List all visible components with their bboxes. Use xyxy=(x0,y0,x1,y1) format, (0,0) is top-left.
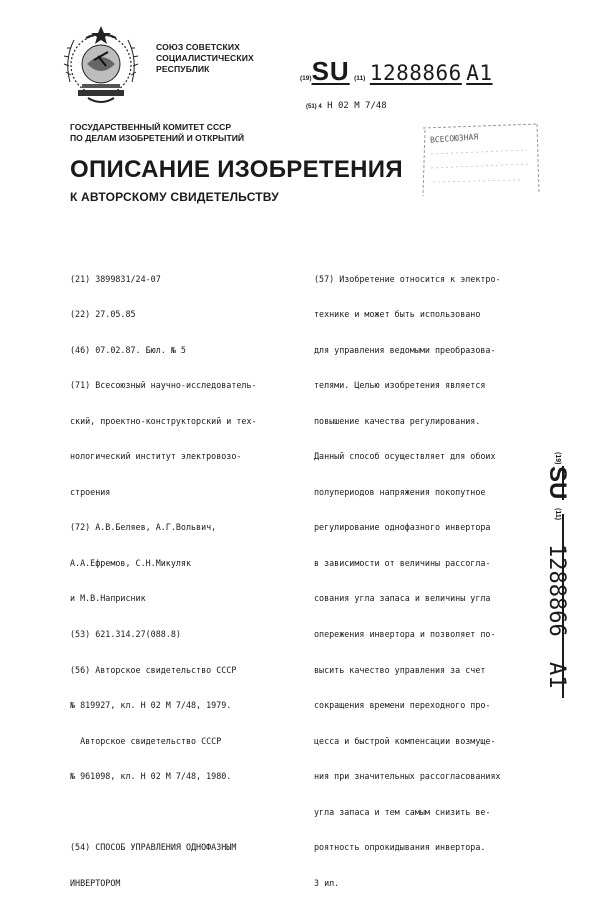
abstract-line: Данный способ осуществляет для обоих xyxy=(314,451,496,462)
biblio-line: и М.В.Наприсник xyxy=(70,593,146,604)
biblio-line: ский, проектно-конструкторский и тех- xyxy=(70,415,257,426)
number-code: (11) xyxy=(354,75,366,82)
abstract-line: технике и может быть использовано xyxy=(314,309,481,320)
state-name-line: СОЮЗ СОВЕТСКИХ xyxy=(156,42,240,52)
abstract-line: ния при значительных рассогласованиях xyxy=(314,771,501,782)
patent-identifier xyxy=(300,56,493,87)
abstract-line: угла запаса и тем самым снизить ве- xyxy=(314,806,491,817)
committee-line: ПО ДЕЛАМ ИЗОБРЕТЕНИЙ И ОТКРЫТИЙ xyxy=(70,133,245,143)
bibliographic-data xyxy=(70,250,257,901)
abstract-line: в зависимости от величины рассогла- xyxy=(314,557,491,568)
patent-kind: A1 xyxy=(466,61,493,85)
abstract-line: сования угла запаса и величины угла xyxy=(314,593,491,604)
side-country: SU xyxy=(544,466,571,500)
document-title: ОПИСАНИЕ ИЗОБРЕТЕНИЯ xyxy=(70,156,403,183)
side-patent-kind: A1 xyxy=(544,662,569,689)
library-stamp xyxy=(417,120,543,200)
biblio-line: (53) 621.314.27(088.8) xyxy=(70,629,181,639)
document-subtitle: К АВТОРСКОМУ СВИДЕТЕЛЬСТВУ xyxy=(70,190,279,204)
side-patent-label xyxy=(544,452,582,710)
biblio-line: (71) Всесоюзный научно-исследователь- xyxy=(70,380,257,391)
abstract-line: высить качество управления за счет xyxy=(314,664,486,675)
abstract-line: цесса и быстрой компенсации возмуще- xyxy=(314,735,496,746)
biblio-line: (21) 3899831/24-07 xyxy=(70,273,161,284)
state-name xyxy=(156,42,254,75)
ipc-value: Н 02 М 7/48 xyxy=(327,101,387,111)
biblio-line: № 819927, кл. Н 02 М 7/48, 1979. xyxy=(70,700,232,711)
ipc-classification xyxy=(306,101,387,111)
abstract-line: для управления ведомыми преобразова- xyxy=(314,344,496,355)
biblio-line: (22) 27.05.85 xyxy=(70,309,136,320)
abstract-line: 3 ил. xyxy=(314,877,340,888)
abstract-line: опережения инвертора и позволяет по- xyxy=(314,629,496,639)
ussr-emblem-icon xyxy=(58,20,144,106)
abstract-line: регулирование однофазного инвертора xyxy=(314,522,491,533)
biblio-line: (72) А.В.Беляев, А.Г.Вольвич, xyxy=(70,522,217,533)
side-country-code: (19) xyxy=(554,452,561,465)
biblio-line: (54) СПОСОБ УПРАВЛЕНИЯ ОДНОФАЗНЫМ xyxy=(70,842,237,853)
side-number-code: (11) xyxy=(554,508,561,521)
state-name-line: СОЦИАЛИСТИЧЕСКИХ xyxy=(156,53,254,63)
abstract-line: повышение качества регулирования. xyxy=(314,415,481,426)
side-patent-number: 1288866 xyxy=(544,544,569,637)
biblio-line: № 961098, кл. Н 02 М 7/48, 1980. xyxy=(70,771,232,782)
country: SU xyxy=(311,56,350,86)
abstract-line: полупериодов напряжения покопутное xyxy=(314,486,486,497)
state-name-line: РЕСПУБЛИК xyxy=(156,64,210,74)
biblio-line: строения xyxy=(70,486,111,497)
ipc-code: (51) 4 xyxy=(306,104,322,110)
abstract-line: сокращения времени переходного про- xyxy=(314,700,491,711)
biblio-line: Авторское свидетельство СССР xyxy=(70,735,222,746)
biblio-line: (56) Авторское свидетельство СССР xyxy=(70,664,237,675)
abstract-line: роятность опрокидывания инвертора. xyxy=(314,842,486,853)
country-code: (19) xyxy=(300,75,312,82)
patent-number: 1288866 xyxy=(369,61,462,85)
biblio-line: (46) 07.02.87. Бюл. № 5 xyxy=(70,344,186,355)
abstract-line: телями. Целью изобретения является xyxy=(314,380,486,391)
abstract xyxy=(314,250,501,901)
biblio-line xyxy=(70,807,257,819)
biblio-line: нологический институт электровозо- xyxy=(70,451,242,462)
stamp-text: ВСЕСОЮЗНАЯ xyxy=(429,132,479,145)
biblio-line: ИНВЕРТОРОМ xyxy=(70,877,121,888)
biblio-line: А.А.Ефремов, С.Н.Микуляк xyxy=(70,557,192,568)
committee-line: ГОСУДАРСТВЕННЫЙ КОМИТЕТ СССР xyxy=(70,122,232,132)
committee xyxy=(70,122,244,144)
abstract-line: (57) Изобретение относится к электро- xyxy=(314,273,501,284)
